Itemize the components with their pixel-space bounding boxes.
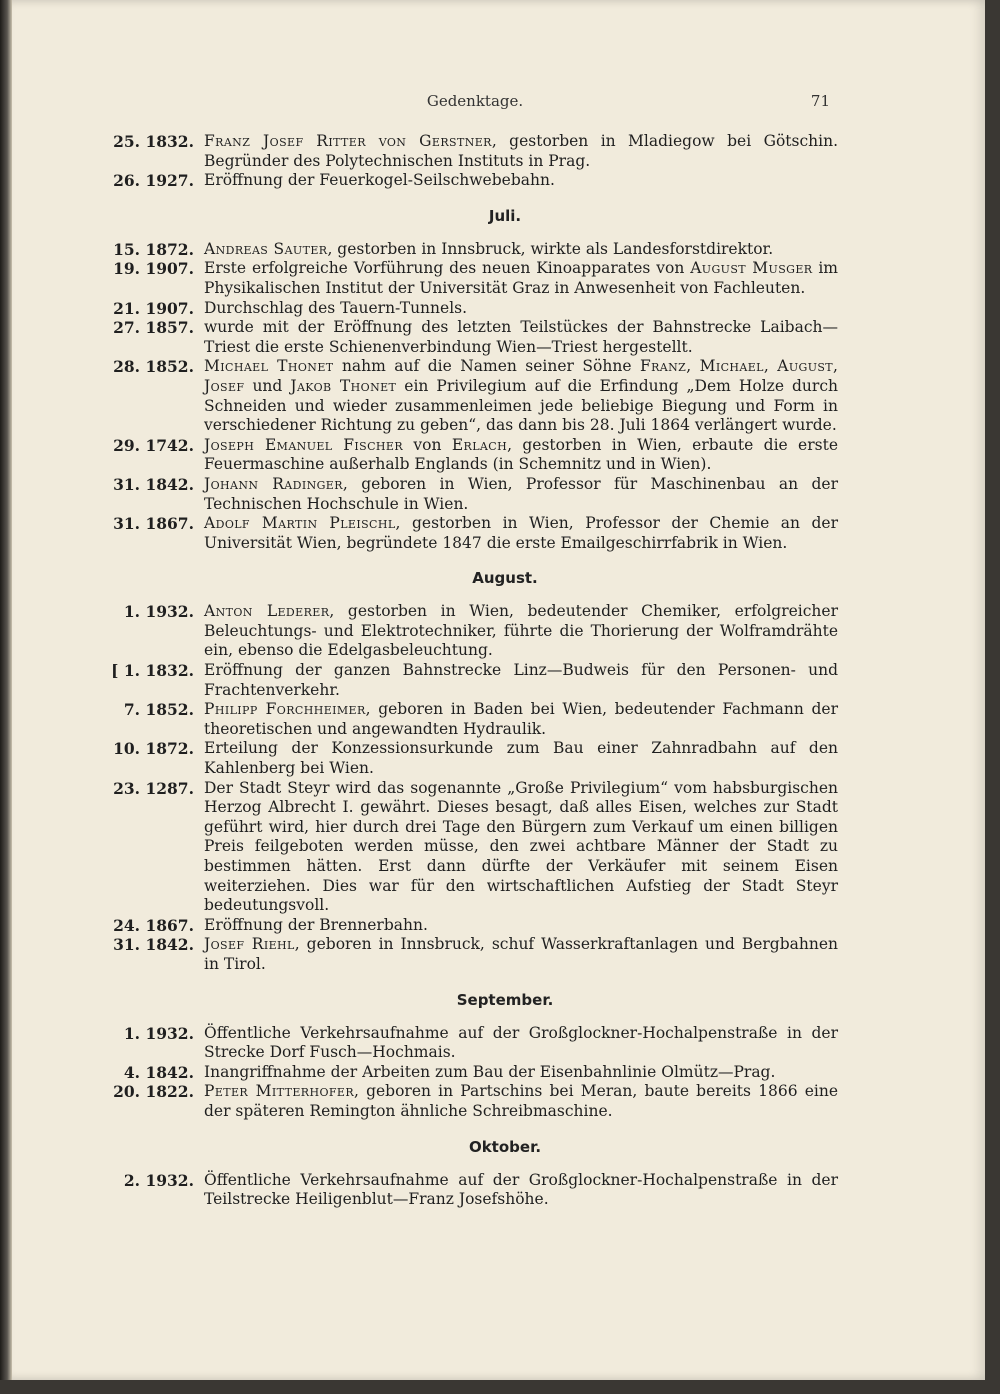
entry [92,1063,838,1083]
entry-text-segment: , [833,357,838,376]
entry-text-segment: , geboren in Baden bei Wien, bedeutender Fachmann der theoretischen und angewandten Hydraulik. [204,700,838,738]
entry-text [204,1024,838,1063]
person-name: Andreas Sauter [204,239,328,258]
entry-date: 31. 1842. [113,474,194,494]
entry-date: 26. 1927. [113,171,194,191]
entry-date: [ 1. 1832. [111,661,194,681]
entry [92,299,838,319]
entry-date: 31. 1842. [113,935,194,955]
entry-date: 19. 1907. [113,259,194,279]
entry-date: 20. 1822. [113,1082,194,1102]
entry [92,259,838,298]
person-name: Michael [699,357,764,376]
person-name: Franz Josef Ritter von Gerstner [204,132,492,150]
entry [92,357,838,435]
entry [92,1171,838,1210]
entry-date: 28. 1852. [113,357,194,377]
entry-text [204,132,838,171]
entry-text-segment: Erste erfolgreiche Vorführung des neuen Kinoapparates von [204,259,691,278]
entry-text-segment: Eröffnung der Feuerkogel-Seilschwebebahn. [204,171,555,190]
entry-date: 23. 1287. [113,778,194,798]
entry-text-segment: , gestorben in Mladiegow bei Götschin. Begründer des Polytechnischen Instituts in Prag. [204,132,838,170]
entry-text-segment: Der Stadt Steyr wird das sogenannte „Große Privilegium“ vom habsburgischen Herzog Albrecht I. gewährt. Dieses besagt, daß alles Eisen, welches zur Stadt geführt wird, hier durch drei Tage den Bürgern zum Verkauf um einen billigen Preis feilgeboten werden müsse, den zwei achtbare Männer der Stadt zu bestimmen hätten. Erst dann dürfte der Verkäufer mit seinem Eisen weiterziehen. Dies war für den wirtschaftlichen Aufstieg der Stadt Steyr bedeutungsvoll. [204,778,838,915]
entry [92,240,838,260]
entry-text-segment: nahm auf die Namen seiner Söhne [333,357,640,376]
entry [92,661,838,700]
person-name: Philipp Forchheimer [204,700,366,719]
entry-text-segment: Öffentliche Verkehrsaufnahme auf der Großglockner-Hochalpenstraße in der Strecke Dorf Fusch—Hochmais. [204,1023,838,1062]
entry-text-segment: Durchschlag des Tauern-Tunnels. [204,298,468,317]
entry-text [204,171,838,191]
entry-text-segment: , gestorben in Wien, erbaute die erste Feuermaschine außerhalb Englands (in Schemnitz und in Wien). [204,435,838,474]
entry [92,514,838,553]
person-name: Josef [204,376,245,395]
entry-text-segment: , gestorben in Innsbruck, wirkte als Landesforstdirektor. [327,239,774,258]
entry-date: 1. 1932. [123,1023,194,1043]
entry-text [204,661,838,700]
person-name: Joseph Emanuel Fischer [204,435,404,454]
running-header [120,92,830,112]
person-name: August Musger [690,259,813,278]
entry-text-segment: , gestorben in Wien, bedeutender Chemiker, erfolgreicher Beleuchtungs- und Elektrotechniker, führte die Thorierung der Wolframdrähte ein, ebenso die Edelgasbeleuchtung. [204,602,838,660]
entry-text [204,436,838,475]
entry-text [204,1082,838,1121]
person-name: Michael Thonet [204,357,334,376]
person-name: Josef Riehl [204,935,295,954]
entry-text-segment: , [686,357,700,376]
page-number: 71 [810,92,830,110]
entry-text-segment: , geboren in Partschins bei Meran, baute bereits 1866 eine der späteren Remington ähnliche Schreibmaschine. [204,1082,838,1120]
entry-text [204,514,838,553]
entry-text-segment: von [403,435,452,454]
entry-text [204,935,838,974]
entry [92,132,838,171]
entry-text-segment: , gestorben in Wien, Professor der Chemie an der Universität Wien, begründete 1847 die erste Emailgeschirrfabrik in Wien. [204,514,838,552]
entry-text [204,299,838,319]
entry [92,935,838,974]
entry-text [204,1171,838,1210]
person-name: Jakob Thonet [290,376,397,395]
entry-text-segment: , geboren in Innsbruck, schuf Wasserkraftanlagen und Bergbahnen in Tirol. [204,935,839,973]
entry-text-segment: Eröffnung der Brennerbahn. [204,915,428,934]
entry-text [204,779,838,916]
entry-text-segment: , geboren in Wien, Professor für Maschinenbau an der Technischen Hochschule in Wien. [204,474,838,513]
section-heading: August. [472,569,538,588]
entry [92,1024,838,1063]
person-name: Erlach [451,435,508,454]
entry-date: 15. 1872. [113,239,194,259]
entry-text [204,916,838,936]
section-heading: September. [456,990,554,1009]
entry [92,779,838,916]
entry-date: 4. 1842. [123,1062,194,1082]
page-content [92,132,838,1210]
entry-date: 10. 1872. [113,739,194,759]
entry [92,602,838,661]
entry-text-segment: Inangriffnahme der Arbeiten zum Bau der Eisenbahnlinie Olmütz—Prag. [204,1062,776,1081]
entry-text-segment: Öffentliche Verkehrsaufnahme auf der Großglockner-Hochalpenstraße in der Teilstrecke Heiligenblut—Franz Josefshöhe. [204,1170,838,1209]
person-name: Peter Mitterhofer [204,1082,355,1101]
entry-text-segment: Erteilung der Konzessionsurkunde zum Bau einer Zahnradbahn auf den Kahlenberg bei Wien. [204,739,838,778]
entry [92,318,838,357]
book-spine [0,0,12,1380]
entry-date: 29. 1742. [113,435,194,455]
entry-date: 2. 1932. [123,1170,194,1190]
entry-text-segment: , [763,357,778,376]
person-name: Anton Lederer [204,602,330,621]
entry-text-segment: wurde mit der Eröffnung des letzten Teilstückes der Bahnstrecke Laibach—Triest die erste Schienenverbindung Wien—Triest hergestellt. [204,318,838,356]
entry-text [204,1063,838,1083]
entry [92,700,838,739]
section-heading: Juli. [488,206,522,225]
entry [92,739,838,778]
entry-text [204,602,838,661]
entry-text-segment: im Physikalischen Institut der Universität Graz in Anwesenheit von Fachleuten. [204,259,838,297]
entry-text [204,259,838,298]
entry [92,1082,838,1121]
person-name: August [777,357,834,376]
entry-date: 1. 1932. [123,602,194,622]
person-name: Franz [639,357,687,376]
person-name: Adolf Martin Pleischl [204,514,396,533]
entry-date: 27. 1857. [113,318,194,338]
entry-date: 31. 1867. [113,514,194,534]
entry-text-segment: Eröffnung der ganzen Bahnstrecke Linz—Budweis für den Personen- und Frachtenverkehr. [204,661,838,699]
entry-text [204,700,838,739]
entry-date: 21. 1907. [113,298,194,318]
entry [92,436,838,475]
entry-date: 24. 1867. [113,915,194,935]
entry-text [204,357,838,435]
entry-date: 7. 1852. [123,700,194,720]
entry [92,475,838,514]
person-name: Johann Radinger [204,474,343,493]
entry-text [204,240,838,260]
entry-text [204,475,838,514]
entry-text-segment: ein Privilegium auf die Erfindung „Dem Holze durch Schneiden und wieder zusammenleimen jede beliebige Biegung und Form in verschiedener Richtung zu geben“, das dann bis 28. Juli 1864 verlängert wurde. [204,376,838,435]
entry [92,171,838,191]
entry-text-segment: und [244,376,291,395]
section-heading: Oktober. [468,1137,542,1156]
entry [92,916,838,936]
entry-text [204,318,838,357]
entry-date: 25. 1832. [113,132,194,151]
header-title: Gedenktage. [426,92,524,110]
entry-text [204,739,838,778]
